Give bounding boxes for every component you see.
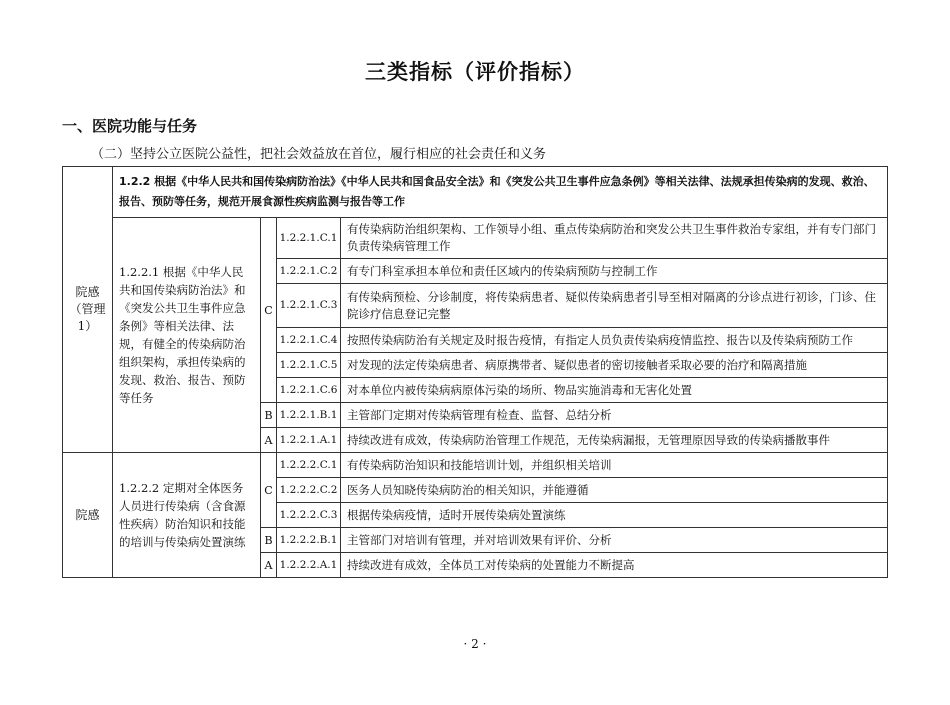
item-text: 持续改进有成效，全体员工对传染病的处置能力不断提高 bbox=[341, 553, 888, 578]
item-code: 1.2.2.2.A.1 bbox=[277, 553, 341, 578]
standard-description: 1.2.2.1 根据《中华人民共和国传染病防治法》和《突发公共卫生事件应急条例》等相关法律、法规，有健全的传染病防治组织架构，承担传染病的发现、救治、报告、预防等任务 bbox=[113, 218, 261, 453]
item-text: 有传染病预检、分诊制度，将传染病患者、疑似传染病患者引导至相对隔离的分诊点进行初诊，门诊、住院诊疗信息登记完整 bbox=[341, 284, 888, 328]
item-code: 1.2.2.2.C.3 bbox=[277, 503, 341, 528]
item-code: 1.2.2.2.C.1 bbox=[277, 453, 341, 478]
table-row bbox=[63, 167, 888, 218]
level-a-cell: A bbox=[261, 553, 277, 578]
table-row bbox=[63, 453, 888, 478]
item-text: 对本单位内被传染病病原体污染的场所、物品实施消毒和无害化处置 bbox=[341, 378, 888, 403]
item-text: 有专门科室承担本单位和责任区域内的传染病预防与控制工作 bbox=[341, 259, 888, 284]
level-a-cell: A bbox=[261, 428, 277, 453]
level-c-cell: C bbox=[261, 218, 277, 403]
level-c-cell: C bbox=[261, 453, 277, 528]
item-text: 有传染病防治知识和技能培训计划，并组织相关培训 bbox=[341, 453, 888, 478]
item-code: 1.2.2.1.C.6 bbox=[277, 378, 341, 403]
item-code: 1.2.2.2.C.2 bbox=[277, 478, 341, 503]
item-text: 按照传染病防治有关规定及时报告疫情，有指定人员负责传染病疫情监控、报告以及传染病预防工作 bbox=[341, 328, 888, 353]
item-code: 1.2.2.1.C.2 bbox=[277, 259, 341, 284]
item-text: 主管部门对培训有管理，并对培训效果有评价、分析 bbox=[341, 528, 888, 553]
level-b-cell: B bbox=[261, 403, 277, 428]
item-code: 1.2.2.1.B.1 bbox=[277, 403, 341, 428]
requirement-cell: 1.2.2 根据《中华人民共和国传染病防治法》《中华人民共和国食品安全法》和《突发公共卫生事件应急条例》等相关法律、法规承担传染病的发现、救治、报告、预防等任务，规范开展食源性疾病监测与报告等工作 bbox=[113, 167, 888, 218]
page-number: · 2 · bbox=[463, 637, 487, 651]
table-row bbox=[63, 218, 888, 259]
indicator-table bbox=[62, 166, 888, 578]
item-text: 对发现的法定传染病患者、病原携带者、疑似患者的密切接触者采取必要的治疗和隔离措施 bbox=[341, 353, 888, 378]
item-code: 1.2.2.1.A.1 bbox=[277, 428, 341, 453]
standard-description: 1.2.2.2 定期对全体医务人员进行传染病（含食源性疾病）防治知识和技能的培训与传染病处置演练 bbox=[113, 453, 261, 578]
item-code: 1.2.2.2.B.1 bbox=[277, 528, 341, 553]
item-code: 1.2.2.1.C.3 bbox=[277, 284, 341, 328]
subsection-heading: （二）坚持公立医院公益性，把社会效益放在首位，履行相应的社会责任和义务 bbox=[91, 147, 547, 162]
item-code: 1.2.2.1.C.5 bbox=[277, 353, 341, 378]
item-text: 主管部门定期对传染病管理有检查、监督、总结分析 bbox=[341, 403, 888, 428]
item-code: 1.2.2.1.C.4 bbox=[277, 328, 341, 353]
item-text: 医务人员知晓传染病防治的相关知识，并能遵循 bbox=[341, 478, 888, 503]
category-cell: 院感（管理1） bbox=[63, 167, 113, 453]
section-heading: 一、医院功能与任务 bbox=[62, 117, 198, 135]
category-cell: 院感 bbox=[63, 453, 113, 578]
item-text: 持续改进有成效，传染病防治管理工作规范，无传染病漏报，无管理原因导致的传染病播散事件 bbox=[341, 428, 888, 453]
item-text: 根据传染病疫情，适时开展传染病处置演练 bbox=[341, 503, 888, 528]
page-title: 三类指标（评价指标） bbox=[365, 60, 585, 84]
item-code: 1.2.2.1.C.1 bbox=[277, 218, 341, 259]
level-b-cell: B bbox=[261, 528, 277, 553]
item-text: 有传染病防治组织架构、工作领导小组、重点传染病防治和突发公共卫生事件救治专家组，并有专门部门负责传染病管理工作 bbox=[341, 218, 888, 259]
